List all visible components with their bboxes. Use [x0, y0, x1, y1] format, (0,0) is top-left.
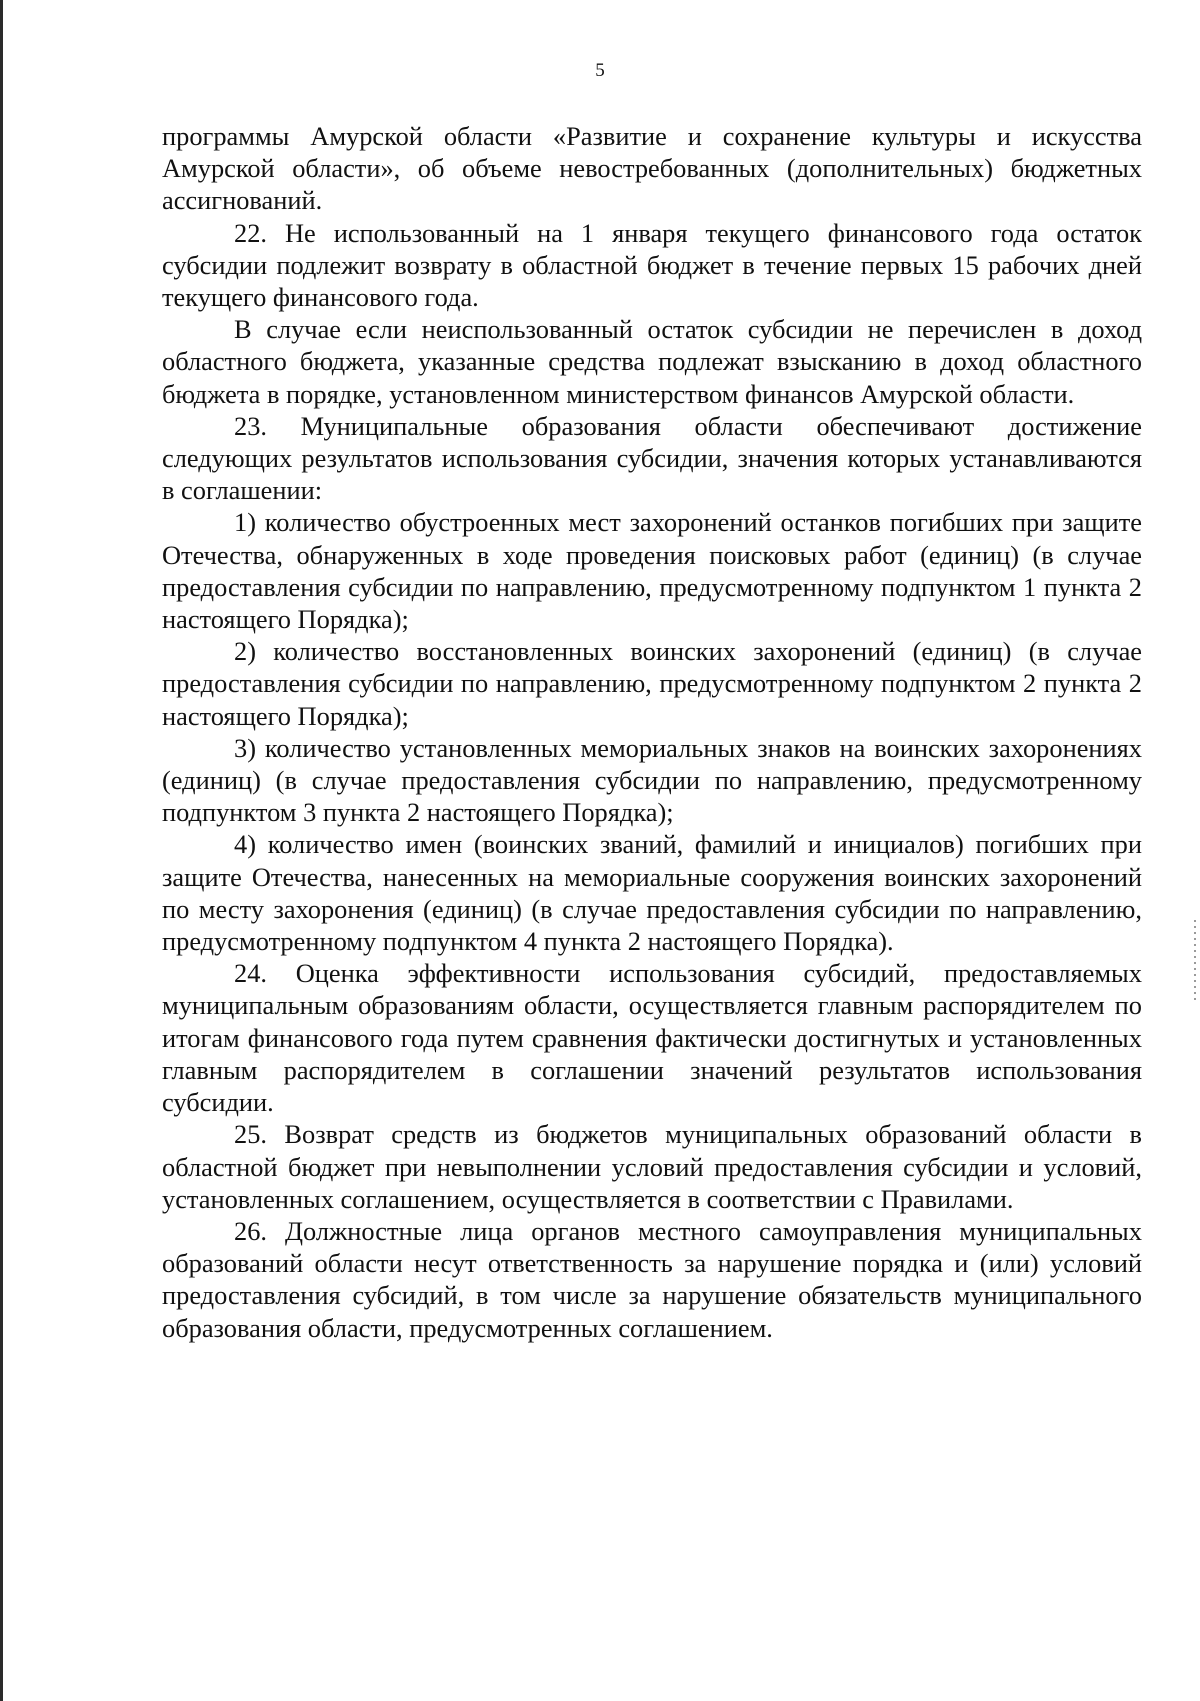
paragraph-22-refund: В случае если неиспользованный остаток субсидии не перечислен в доход областного бюджета, указанные средства подлежат взысканию в доход областного бюджета в порядке, установленном министерством финансов Амурской области.	[162, 314, 1142, 409]
paragraph-23: 23. Муниципальные образования области обеспечивают достижение следующих результатов использования субсидии, значения которых устанавливаются в соглашении:	[162, 410, 1142, 506]
paragraph-22: 22. Не использованный на 1 января текущего финансового года остаток субсидии подлежит возврату в областной бюджет в течение первых 15 рабочих дней текущего финансового года.	[162, 217, 1142, 313]
scan-right-marks	[1194, 920, 1196, 1000]
paragraph-23-item-4: 4) количество имен (воинских званий, фамилий и инициалов) погибших при защите Отечества, нанесенных на мемориальные сооружения воинских захоронений по месту захоронения (единиц) (в случае предоставления субсидии по направлению, предусмотренному подпунктом 4 пункта 2 настоящего Порядка).	[162, 829, 1142, 957]
paragraph-23-item-2: 2) количество восстановленных воинских захоронений (единиц) (в случае предоставления субсидии по направлению, предусмотренному подпунктом 2 пункта 2 настоящего Порядка);	[162, 636, 1142, 731]
paragraph-continuation: программы Амурской области «Развитие и сохранение культуры и искусства Амурской области», об объеме невостребованных (дополнительных) бюджетных ассигнований.	[162, 121, 1142, 216]
page-number: 5	[595, 60, 605, 81]
paragraph-23-item-3: 3) количество установленных мемориальных знаков на воинских захоронениях (единиц) (в случае предоставления субсидии по направлению, предусмотренному подпунктом 3 пункта 2 настоящего Порядка);	[162, 732, 1142, 828]
paragraph-23-item-1: 1) количество обустроенных мест захоронений останков погибших при защите Отечества, обнаруженных в ходе проведения поисковых работ (единиц) (в случае предоставления субсидии по направлению, предусмотренному подпунктом 1 пункта 2 настоящего Порядка);	[162, 507, 1142, 635]
scan-left-edge	[0, 0, 3, 1701]
document-text-body	[162, 120, 1142, 1344]
paragraph-25: 25. Возврат средств из бюджетов муниципальных образований области в областной бюджет при невыполнении условий предоставления субсидии и условий, установленных соглашением, осуществляется в соответствии с Правилами.	[162, 1119, 1142, 1214]
paragraph-24: 24. Оценка эффективности использования субсидий, предоставляемых муниципальным образованиям области, осуществляется главным распорядителем по итогам финансового года путем сравнения фактически достигнутых и установленных главным распорядителем в соглашении значений результатов использования субсидии.	[162, 958, 1142, 1118]
paragraph-26: 26. Должностные лица органов местного самоуправления муниципальных образований области несут ответственность за нарушение порядка и (или) условий предоставления субсидий, в том числе за нарушение обязательств муниципального образования области, предусмотренных соглашением.	[162, 1215, 1142, 1343]
